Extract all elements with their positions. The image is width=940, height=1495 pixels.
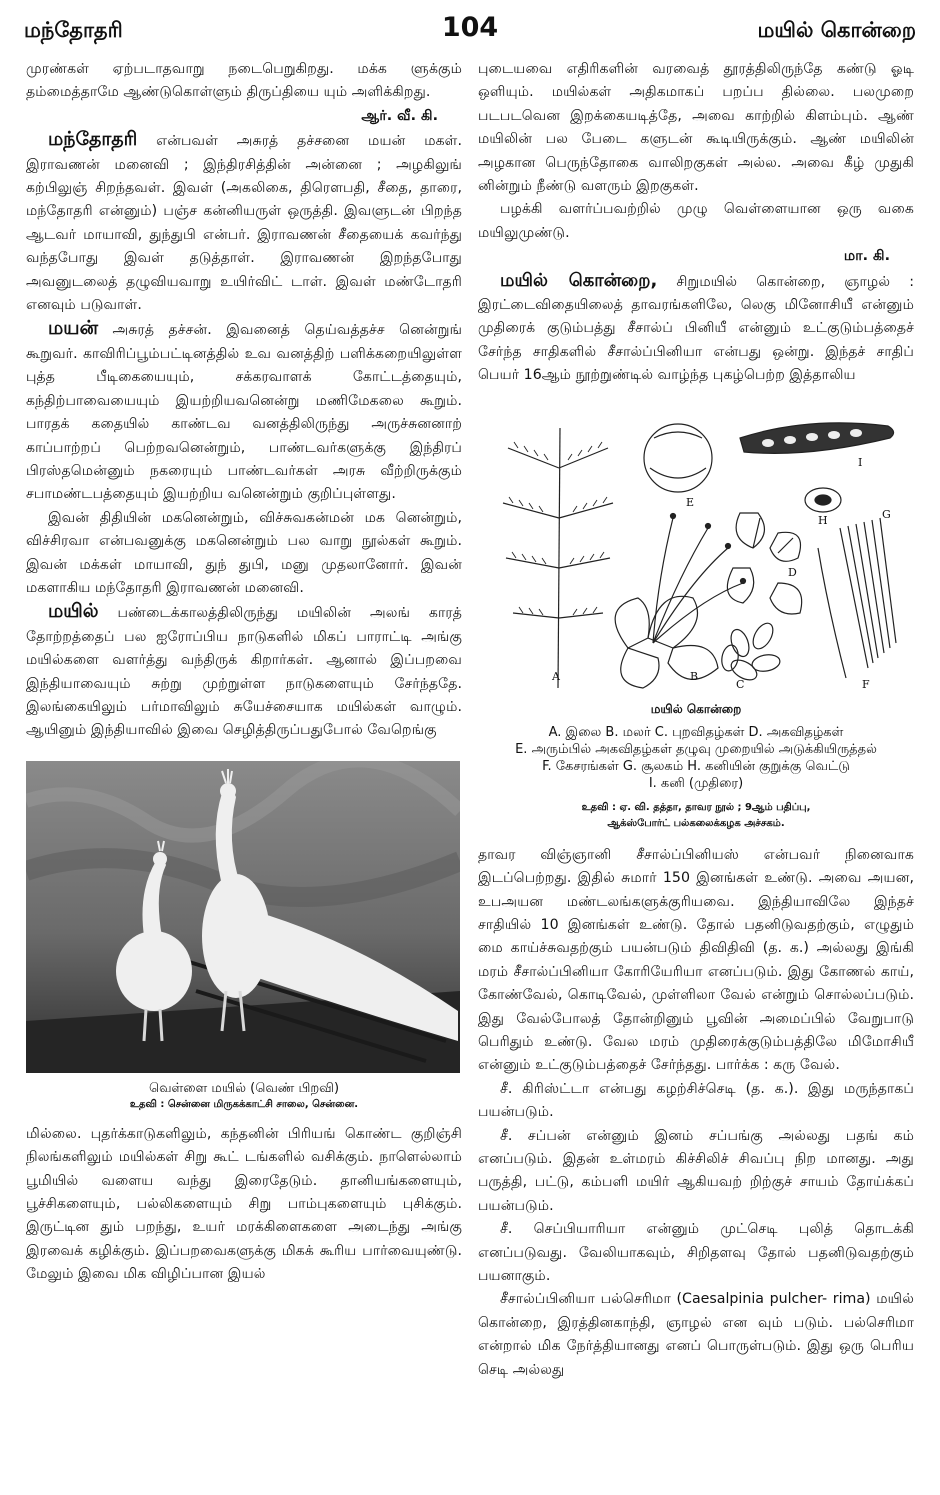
figure-legend-line: A. இலை B. மலர் C. புறவிதழ்கள் D. அகவிதழ்கள் — [548, 724, 844, 740]
figure-label-e: E — [686, 495, 695, 509]
white-peacock-photo — [26, 761, 460, 1073]
running-head-left: மந்தோதரி — [24, 18, 123, 42]
paragraph — [478, 844, 914, 1078]
page-number: 104 — [441, 12, 499, 43]
entry-body: என்பவள் அசுரத் தச்சனை மயன் மகள். இராவணன் மனைவி ; இந்திரசித்தின் அன்னை ; அழகிலுங் கற்பிலுஞ் சிறந்தவள். இவள் (அகலிகை, திரௌபதி, சீதை, தாரை, மந்தோதரி என்னும்) பஞ்ச கன்னியருள் ஒருத்தி. இவளுடன் பிறந்த ஆடவர் மாயாவி, துந்துபி என்பர். இராவணன் சீதையைக் கவர்ந்து வந்தபோது இவள் தடுத்தாள். இராவணன் இறந்தபோது அவனுடலைத் தழுவியவாறு உயிர்விட் டாள். இவள் மண்டோதரி எனவும் படுவாள். — [26, 133, 462, 314]
paragraph-text: சீ. கிரிஸ்ட்டா என்பது கழற்சிச்செடி (த. க.). இது மருந்தாகப் பயன்படும். — [478, 1080, 914, 1121]
paragraph — [478, 1218, 914, 1288]
figure-label-g: G — [882, 507, 891, 521]
sepals-illustration — [720, 620, 781, 684]
entry-headword: மயன் — [48, 317, 99, 340]
paragraph-text: புடையவை எதிரிகளின் வரவைத் தூரத்திலிருந்தே கண்டு ஓடி ஒளியும். மயில்கள் அதிகமாகப் பறப்ப தில்லை. பலமுறை படபடவென இறக்கையடித்தே, அவை காற்றில் கிளம்பும். ஆண் மயிலின் பல பேடை களுடன் கூடியிருக்கும். ஆண் மயிலின் அழகான பெருந்தோகை வாலிறகுகள் அல்ல. அவை கீழ் முதுகி னின்றும் நீண்டு வளரும் இறகுகள். — [478, 61, 914, 195]
paragraph-text: பழக்கி வளர்ப்பவற்றில் முழு வெள்ளையான ஒரு வகை மயிலுமுண்டு. — [478, 201, 914, 241]
paragraph-text: சீசால்ப்பினியா பல்செரிமா (Caesalpinia pulcher- rima) மயில் கொன்றை, இரத்தினகாந்தி, ஞாழல் என வும் படும். பல்செரிமா என்றால் மிக நேர்த்தியானது எனப் பொருள்படும். இது ஒரு பெரிய செடி அல்லது — [478, 1291, 914, 1378]
entry-body: அசுரத் தச்சன். இவனைத் தெய்வத்தச்ச னென்றுங் கூறுவர். காவிரிப்பூம்பட்டினத்தில் உவ வனத்திற் பளிக்கறையிலுள்ள புத்த பீடிகையையும், சக்கரவாளக் கோட்டத்தையும், கந்திற்பாவையையும் இயற்றியவனென்று மணிமேகலை கூறும். பாரதக் கதையில் காண்டவ வனத்திலிருந்து அருச்சுனனாற் காப்பாற்றப் பெற்றவனென்றும், பாண்டவர்களுக்கு இந்திரப் பிரஸ்தமென்னும் நகரையும் பாண்டவர்கள் அரசு வீற்றிருக்கும் சபாமண்டபத்தையும் இயற்றிய வனென்றும் குறிப்புள்ளது. — [26, 322, 462, 503]
left-column — [26, 58, 462, 1287]
paragraph-text: தாவர விஞ்ஞானி சீசால்ப்பினியஸ் என்பவர் நினைவாக இடப்பெற்றது. இதில் சுமார் 150 இனங்கள் உண்டு. அவை அயன, உபஅயன மண்டலங்களுக்குரியவை. இந்தியாவிலே இந்தச் சாதியில் 10 இனங்கள் உண்டு. தோல் பதனிடுவதற்கும், எழுதும் மை காய்ச்சுவதற்கும் பயன்படும் திவிதிவி (த. க.) அல்லது இங்கி மரம் சீசால்ப்பினியா கோரியேரியா எனப்படும். இது கோணல் காய், கோண்வேல், கொடிவேல், முள்ளிலா வேல் என்றும் சொல்லப்படும். இது வேல்போலத் தோன்றினும் பூவின் அமைப்பில் வேறுபாடு பெரிதும் உண்டு. வேல மரம் முதிரைக்குடும்பத்திலே மிமோசியீ என்னும் உட்குடும்பத்தைச் சேர்ந்தது. பார்க்க : கரு வேல். — [478, 846, 914, 1074]
figure-credit — [478, 800, 914, 832]
figure-legend-line: E. அரும்பில் அகவிதழ்கள் தழுவு முறையில் அடுக்கியிருத்தல் — [515, 741, 877, 757]
paragraph — [26, 58, 462, 128]
bud-illustration — [644, 424, 712, 492]
paragraph-text: இவன் திதியின் மகனென்றும், விச்சுவகன்மன் மக னென்றும், விச்சிரவா என்பவனுக்கு மகனென்றும் பல வாறு நூல்கள் கூறும். இவன் மக்கள் மாயாவி, துந் துபி, மனு முதலானோர். இவன் மகளாகிய மந்தோதரி இராவணன் மனைவி. — [26, 509, 462, 596]
fruit-section-illustration — [805, 488, 841, 512]
paragraph — [478, 58, 914, 198]
entry-body: பண்டைக்காலத்திலிருந்து மயிலின் அலங் காரத் தோற்றத்தைப் பல ஐரோப்பிய நாடுகளில் மிகப் பாராட்டி அங்கு மயில்களை வளர்த்து வந்திருக் கிறார்கள். ஆனால் இப்பறவை இந்தியாவையும் சுற்று முற்றுள்ள நாடுகளையும் சேர்ந்ததே. இலங்கையிலும் பர்மாவிலும் சுயேச்சையாக மயில்கள் வாழும். ஆயினும் இந்தியாவில் இவை செழித்திருப்பதுபோல் வேறெங்கு — [26, 605, 462, 739]
entry-mayil — [26, 600, 462, 742]
paragraph-text: சீ. சப்பன் என்னும் இனம் சப்பங்கு அல்லது பதங் கம் எனப்படும். இதன் உள்மரம் கிச்சிலிச் சிவப்பு நிற மானது. அது பருத்தி, பட்டு, கம்பளி மயிர் ஆகியவற் றிற்குச் சாயம் தோய்க்கப் பயன்படும். — [478, 1127, 914, 1214]
figure-label-d: D — [788, 565, 797, 579]
page-header — [24, 12, 916, 52]
running-head-right: மயில் கொன்றை — [757, 18, 916, 42]
figure-label-c: C — [736, 677, 745, 691]
entry-body: சிறுமயில் கொன்றை, ஞாழல் : இரட்டைவிதையிலைத் தாவரங்களிலே, லெகு மினோசியீ என்னும் முதிரைக் குடும்பத்து சீசால்ப் பினியீ என்னும் உட்குடும்பத்தைச் சேர்ந்த சாதிகளில் சீசால்ப்பினியா என்பது ஒன்று. இந்தச் சாதிப் பெயர் 16ஆம் நூற்றுண்டில் வாழ்ந்த புகழ்பெற்ற இத்தாலிய — [478, 273, 914, 384]
figure-caption: மயில் கொன்றை — [650, 701, 742, 716]
paragraph — [478, 1288, 914, 1382]
figure-label-i: I — [858, 455, 863, 469]
entry-headword: மயில் — [48, 600, 99, 623]
photo-credit: உதவி : சென்னை மிருகக்காட்சி சாலை, சென்னை. — [129, 1098, 359, 1110]
figure-legend-line: F. கேசரங்கள் G. சூலகம் H. கனியின் குறுக்கு வெட்டு — [542, 758, 850, 774]
figure-label-h: H — [818, 513, 828, 527]
leaf-illustration — [503, 428, 613, 688]
figure-label-f: F — [862, 677, 870, 691]
entry-mayil-konrai — [478, 269, 914, 388]
figure-label-b: B — [690, 669, 699, 683]
figure-credit-line: உதவி : ஏ. வி. தத்தா, தாவர நூல் ; 9ஆம் பதிப்பு, — [581, 801, 811, 813]
author-signature: ஆர். வீ. கி. — [361, 107, 438, 124]
author-signature: மா. கி. — [843, 248, 890, 265]
paragraph-text: மில்லை. புதர்க்காடுகளிலும், கந்தனின் பிரியங் கொண்ட குறிஞ்சி நிலங்களிலும் மயில்கள் சிறு கூட் டங்களில் வசிக்கும். நாளெல்லாம் பூமியில் வளைய வந்து இரைதேடும். தானியங்களையும், பூச்சிகளையும், பல்லிகளையும் சிறு பாம்புகளையும் புசிக்கும். இருட்டின தும் பறந்து, உயர் மரக்கிளைகளை அடைந்து அங்கு இரவைக் கழிக்கும். இப்பறவைகளுக்கு மிகக் கூரிய பார்வையுண்டு. மேலும் இவை மிக விழிப்பான இயல் — [26, 1125, 462, 1283]
paragraph — [478, 1078, 914, 1125]
figure-legend-line: I. கனி (முதிரை) — [648, 775, 744, 791]
botanical-figure — [478, 408, 914, 698]
figure-credit-line: ஆக்ஸ்போர்ட் பல்கலைக்கழக அச்சகம். — [607, 817, 785, 829]
pod-illustration — [740, 423, 894, 454]
paragraph — [478, 198, 914, 268]
stamens-illustration — [818, 518, 896, 678]
right-column — [478, 58, 914, 1382]
photo-caption: வெள்ளை மயில் (வெண் பிறவி) — [148, 1080, 340, 1096]
paragraph — [26, 507, 462, 601]
entry-mandodari — [26, 128, 462, 317]
paragraph — [478, 1125, 914, 1219]
paragraph — [26, 1123, 462, 1287]
flower-illustration — [615, 513, 745, 688]
entry-mayan — [26, 317, 462, 506]
figure-label-a: A — [552, 669, 560, 683]
petals-illustration — [727, 513, 801, 614]
paragraph-text: சீ. செப்பியாரியா என்னும் முட்செடி புலித் தொடக்கி எனப்படுவது. வேலியாகவும், சிறிதளவு தோல் பதனிடுவதற்கும் பயனாகும். — [478, 1221, 914, 1284]
paragraph-text: முரண்கள் ஏற்படாதவாறு நடைபெறுகிறது. மக்க ளுக்கும் தம்மைத்தாமே ஆண்டுகொள்ளும் திருப்தியை யும் அளிக்கிறது. — [26, 61, 462, 101]
entry-headword: மயில் கொன்றை, — [500, 269, 658, 291]
entry-headword: மந்தோதரி — [48, 128, 138, 151]
